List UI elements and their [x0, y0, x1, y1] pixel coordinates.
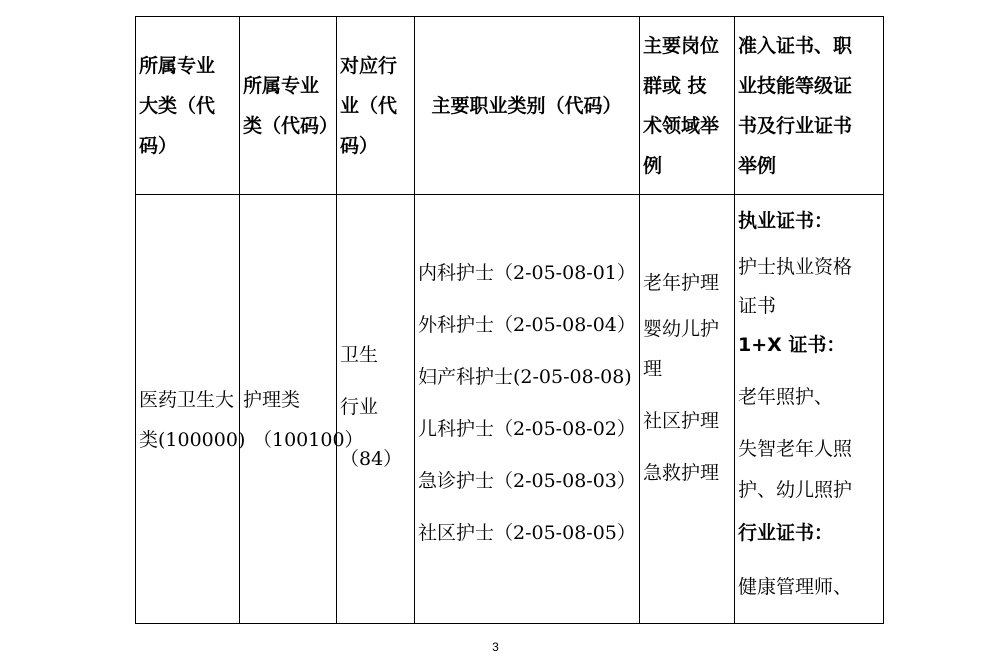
cell-occupations	[415, 195, 640, 624]
cert-industry-label: 行业证书：	[738, 522, 834, 544]
header-certificates: 准入证书、职 业技能等级证 书及行业证书 举例	[735, 17, 884, 195]
cert-x-label: 1+X 证书：	[738, 334, 846, 356]
occupation-item: 急诊护士（2-05-08-03）	[418, 470, 636, 492]
cell-major-class: 护理类 （100100）	[240, 195, 337, 624]
header-major-category: 所属专业 大类（代 码）	[136, 17, 240, 195]
table-header-row	[136, 17, 884, 195]
occupation-item: 社区护士（2-05-08-05）	[418, 522, 636, 544]
cert-practice-label: 执业证书：	[738, 210, 834, 232]
occupation-item: 妇产科护士(2-05-08-08)	[418, 366, 632, 388]
cell-positions: 老年护理 婴幼儿护 理 社区护理 急救护理	[640, 195, 735, 624]
header-occupation: 主要职业类别（代码）	[415, 17, 640, 195]
header-industry: 对应行 业（代 码）	[337, 17, 415, 195]
cell-major-category: 医药卫生大 类(100000)	[136, 195, 240, 624]
career-table	[135, 16, 884, 624]
cell-industry: 卫生 行业 （84）	[337, 195, 415, 624]
header-major-class: 所属专业 类（代码）	[240, 17, 337, 195]
table-row	[136, 195, 884, 624]
occupation-item: 外科护士（2-05-08-04）	[418, 314, 636, 336]
header-positions: 主要岗位 群或 技 术领域举 例	[640, 17, 735, 195]
occupation-item: 内科护士（2-05-08-01）	[418, 262, 636, 284]
cell-certificates: 执业证书： 护士执业资格 证书 1+X 证书： 老年照护、 失智老年人照 护、幼儿照护 行业证书： 健康管理师、	[735, 195, 884, 624]
page-number: 3	[492, 640, 499, 654]
occupation-item: 儿科护士（2-05-08-02）	[418, 418, 636, 440]
